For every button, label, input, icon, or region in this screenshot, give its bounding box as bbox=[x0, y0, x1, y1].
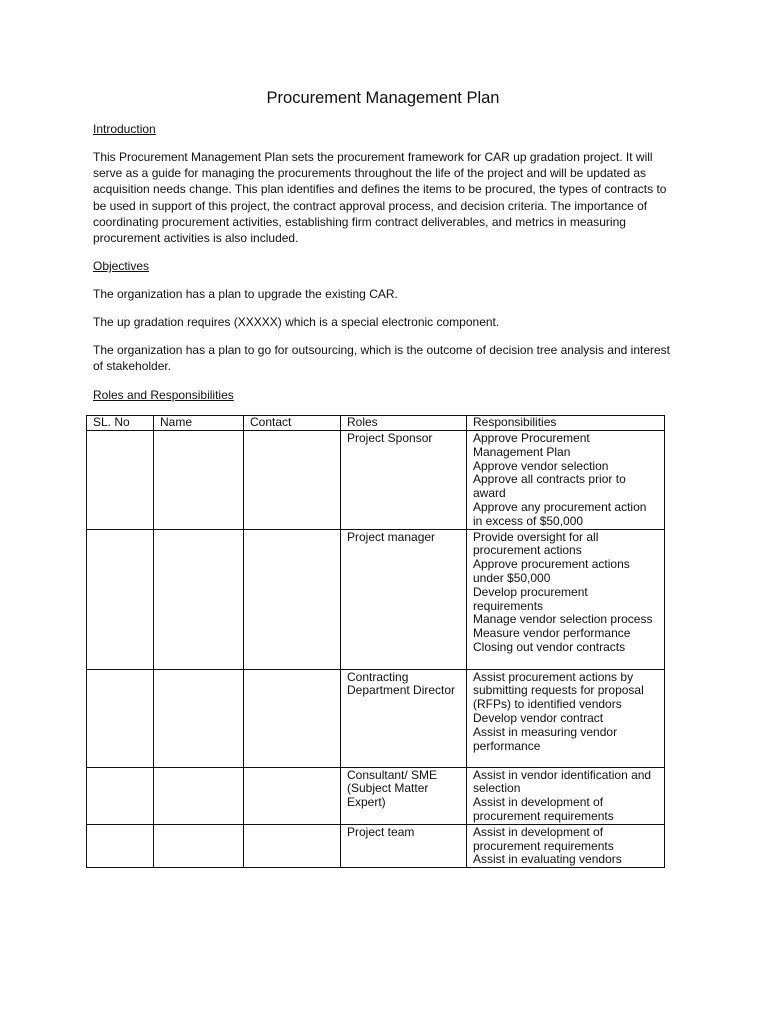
sl-no-cell bbox=[87, 529, 154, 669]
responsibility-item: Develop procurement requirements bbox=[473, 584, 588, 613]
sl-no-cell bbox=[87, 431, 154, 530]
responsibility-item: Manage vendor selection process bbox=[473, 612, 653, 627]
column-header-responsibilities: Responsibilities bbox=[467, 416, 665, 431]
contact-cell bbox=[244, 767, 341, 824]
responsibilities-cell bbox=[467, 529, 665, 669]
role-cell: Project Sponsor bbox=[341, 431, 467, 530]
name-cell bbox=[154, 824, 244, 867]
responsibility-item: Assist procurement actions by submitting requests for proposal (RFPs) to identified vendors bbox=[473, 669, 644, 712]
column-header-roles: Roles bbox=[341, 416, 467, 431]
name-cell bbox=[154, 431, 244, 530]
table-row bbox=[87, 529, 665, 669]
responsibility-item: Assist in vendor identification and selection bbox=[473, 767, 652, 796]
contact-cell bbox=[244, 669, 341, 767]
responsibility-item: Assist in evaluating vendors bbox=[473, 852, 622, 867]
responsibility-item: Approve all contracts prior to award bbox=[473, 472, 626, 501]
responsibility-item: Approve Procurement Management Plan bbox=[473, 431, 590, 459]
sl-no-cell bbox=[87, 824, 154, 867]
column-header-name: Name bbox=[154, 416, 244, 431]
role-cell: Project team bbox=[341, 824, 467, 867]
introduction-paragraph: This Procurement Management Plan sets the procurement framework for CAR up gradation project. It will serve as a guide for managing the procurements throughout the life of the project and will be updated as acquisition needs change. This plan identifies and defines the items to be procured, the types of contracts to be used in support of this project, the contract approval process, and decision criteria. The importance of coordinating procurement activities, establishing firm contract deliverables, and metrics in measuring procurement activities is also included. bbox=[93, 150, 667, 246]
objective-paragraph-1: The organization has a plan to upgrade the existing CAR. bbox=[93, 287, 398, 301]
sl-no-cell bbox=[87, 767, 154, 824]
name-cell bbox=[154, 767, 244, 824]
name-cell bbox=[154, 529, 244, 669]
responsibility-item: Closing out vendor contracts bbox=[473, 639, 626, 654]
objective-paragraph-2: The up gradation requires (XXXXX) which is a special electronic component. bbox=[93, 315, 500, 329]
column-header-sl-no: SL. No bbox=[87, 416, 154, 431]
responsibilities-cell bbox=[467, 431, 665, 530]
role-cell: Project manager bbox=[341, 529, 467, 669]
introduction-heading: Introduction bbox=[93, 122, 156, 136]
responsibility-item: Approve any procurement action in excess of $50,000 bbox=[473, 499, 647, 528]
responsibilities-cell bbox=[467, 767, 665, 824]
responsibility-item: Provide oversight for all procurement actions bbox=[473, 529, 599, 558]
contact-cell bbox=[244, 824, 341, 867]
document-title: Procurement Management Plan bbox=[266, 89, 500, 107]
column-header-contact: Contact bbox=[244, 416, 341, 431]
responsibility-item: Approve vendor selection bbox=[473, 458, 609, 473]
role-cell: Contracting Department Director bbox=[341, 669, 467, 767]
table-row bbox=[87, 824, 665, 867]
role-cell: Consultant/ SME (Subject Matter Expert) bbox=[341, 767, 467, 824]
objectives-heading: Objectives bbox=[93, 259, 150, 273]
contact-cell bbox=[244, 529, 341, 669]
responsibility-item: Assist in measuring vendor performance bbox=[473, 724, 618, 753]
contact-cell bbox=[244, 431, 341, 530]
responsibility-item: Approve procurement actions under $50,000 bbox=[473, 557, 630, 585]
responsibility-item: Develop vendor contract bbox=[473, 710, 604, 725]
responsibilities-cell bbox=[467, 669, 665, 767]
responsibility-item: Assist in development of procurement requirements bbox=[473, 795, 614, 823]
responsibility-item: Assist in development of procurement requirements bbox=[473, 824, 614, 853]
responsibilities-cell bbox=[467, 824, 665, 867]
table-row bbox=[87, 767, 665, 824]
table-row bbox=[87, 669, 665, 767]
roles-table bbox=[86, 415, 665, 868]
sl-no-cell bbox=[87, 669, 154, 767]
responsibility-item: Measure vendor performance bbox=[473, 626, 631, 641]
table-header-row bbox=[87, 416, 665, 431]
table-row bbox=[87, 431, 665, 530]
roles-heading: Roles and Responsibilities bbox=[93, 388, 234, 402]
objective-paragraph-3: The organization has a plan to go for outsourcing, which is the outcome of decision tree analysis and interest of stakeholder. bbox=[93, 343, 671, 374]
name-cell bbox=[154, 669, 244, 767]
